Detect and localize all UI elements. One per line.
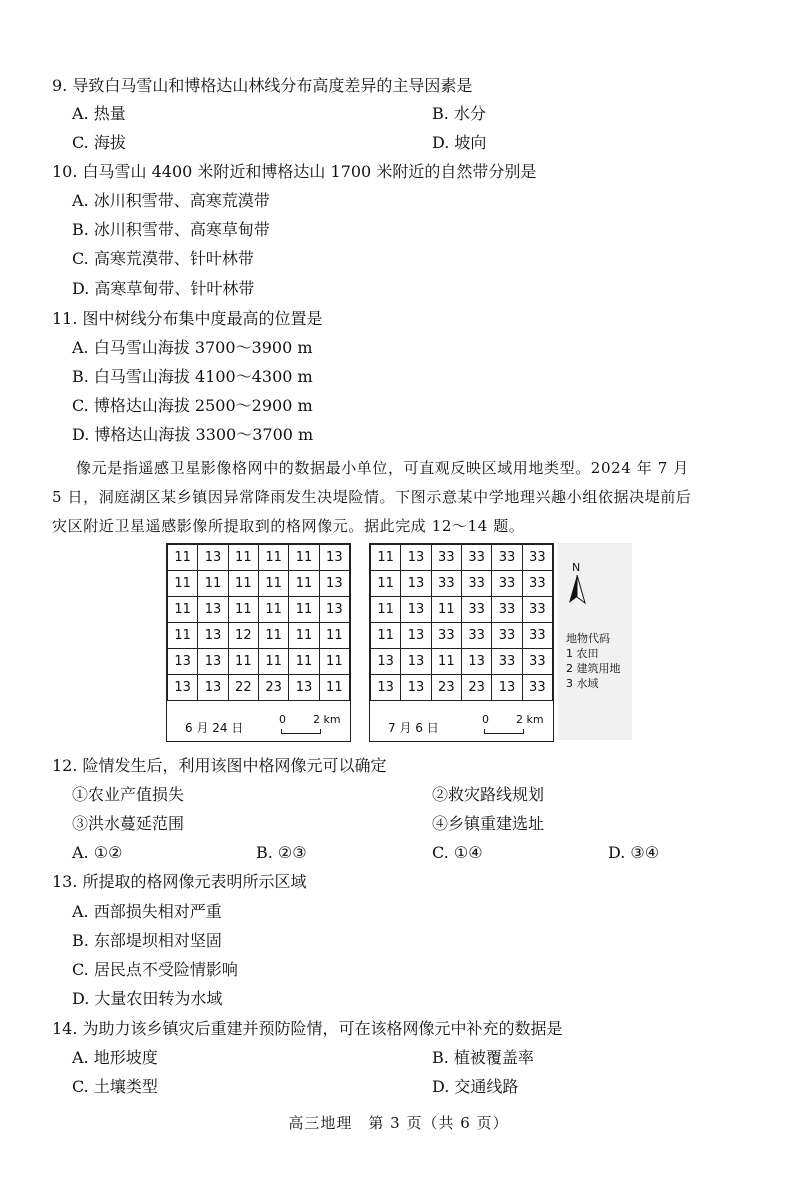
scale-zero-label: 0 (482, 713, 489, 726)
grid-cell: 11 (431, 597, 461, 623)
passage-line-1: 像元是指遥感卫星影像格网中的数据最小单位，可直观反映区域用地类型。2024 年 7 月 (76, 459, 689, 477)
grid-cell: 11 (228, 597, 258, 623)
scale-bar-before (275, 713, 345, 737)
grid-date-before: 6 月 24 日 (185, 721, 244, 735)
grid-cell: 11 (198, 571, 228, 597)
grid-cell: 11 (289, 623, 319, 649)
scale-bar-line (484, 729, 524, 734)
question-9-option-b: B. 水分 (432, 104, 486, 123)
grid-cell: 13 (198, 545, 228, 571)
grid-footer-after (370, 711, 553, 741)
grid-cell: 11 (228, 649, 258, 675)
legend-item-construction: 2 建筑用地 (566, 662, 621, 675)
question-14-option-d: D. 交通线路 (432, 1077, 519, 1096)
grid-cell: 11 (319, 675, 349, 701)
grid-cell: 11 (168, 571, 198, 597)
north-label: N (572, 561, 581, 574)
grid-row (168, 623, 350, 649)
grid-cell: 13 (401, 545, 431, 571)
question-11-option-a: A. 白马雪山海拔 3700～3900 m (72, 338, 313, 357)
grid-cell: 11 (168, 623, 198, 649)
grid-cell: 13 (198, 623, 228, 649)
grid-cell: 33 (461, 545, 491, 571)
scale-bar-line (281, 729, 321, 734)
grid-row (168, 545, 350, 571)
grid-cell: 33 (461, 597, 491, 623)
grid-cell: 33 (522, 545, 552, 571)
grid-cell: 13 (289, 675, 319, 701)
grid-cell: 11 (258, 623, 288, 649)
grid-cell: 33 (461, 623, 491, 649)
question-9-option-a: A. 热量 (72, 104, 126, 123)
grid-date-after: 7 月 6 日 (388, 721, 439, 735)
grid-cell: 11 (371, 623, 401, 649)
grid-cell: 13 (198, 649, 228, 675)
grid-row (371, 649, 553, 675)
question-12-option-c: C. ①④ (432, 843, 483, 862)
grid-cell: 23 (258, 675, 288, 701)
grid-cell: 13 (319, 545, 349, 571)
grid-cell: 13 (401, 597, 431, 623)
grid-cell: 33 (522, 623, 552, 649)
grid-cell: 33 (492, 571, 522, 597)
legend-item-farmland: 1 农田 (566, 647, 599, 660)
pixel-grid-june-24 (166, 543, 351, 742)
grid-cell: 23 (461, 675, 491, 701)
grid-cell: 22 (228, 675, 258, 701)
question-14-option-b: B. 植被覆盖率 (432, 1048, 534, 1067)
question-10-stem: 10. 白马雪山 4400 米附近和博格达山 1700 米附近的自然带分别是 (52, 162, 537, 181)
grid-cell: 13 (401, 623, 431, 649)
question-10-option-c: C. 高寒荒漠带、针叶林带 (72, 249, 254, 268)
grid-cell: 13 (461, 649, 491, 675)
grid-cell: 13 (492, 675, 522, 701)
question-12-option-b: B. ②③ (256, 843, 307, 862)
legend-panel (558, 543, 632, 740)
question-12-stem: 12. 险情发生后，利用该图中格网像元可以确定 (52, 756, 387, 775)
grid-cell: 11 (289, 649, 319, 675)
grid-cell: 33 (431, 545, 461, 571)
land-use-legend (566, 631, 621, 691)
question-14-option-a: A. 地形坡度 (72, 1048, 158, 1067)
grid-cell: 33 (522, 649, 552, 675)
grid-cell: 13 (401, 649, 431, 675)
legend-title: 地物代码 (566, 632, 610, 645)
grid-cell: 13 (198, 675, 228, 701)
grid-cell: 33 (431, 571, 461, 597)
question-11-option-b: B. 白马雪山海拔 4100～4300 m (72, 367, 313, 386)
grid-cell: 11 (258, 545, 288, 571)
question-13-option-a: A. 西部损失相对严重 (72, 902, 222, 921)
question-10-option-d: D. 高寒草甸带、针叶林带 (72, 279, 255, 298)
grid-cell: 33 (492, 545, 522, 571)
question-13-option-c: C. 居民点不受险情影响 (72, 960, 238, 979)
grid-cell: 13 (319, 597, 349, 623)
grid-cell: 11 (228, 545, 258, 571)
scale-zero-label: 0 (279, 713, 286, 726)
grid-cell: 11 (258, 571, 288, 597)
grid-cell: 13 (168, 675, 198, 701)
grid-cell: 11 (228, 571, 258, 597)
question-12-statement-1: ①农业产值损失 (72, 785, 185, 804)
grid-cell: 13 (401, 675, 431, 701)
passage-line-2: 5 日，洞庭湖区某乡镇因异常降雨发生决堤险情。下图示意某中学地理兴趣小组依据决堤前后 (52, 488, 692, 506)
grid-cell: 33 (492, 623, 522, 649)
pixel-grid-july-6 (369, 543, 554, 742)
grid-row (168, 675, 350, 701)
question-13-stem: 13. 所提取的格网像元表明所示区域 (52, 872, 307, 891)
grid-cell: 13 (198, 597, 228, 623)
grid-row (168, 597, 350, 623)
question-14-stem: 14. 为助力该乡镇灾后重建并预防险情，可在该格网像元中补充的数据是 (52, 1019, 563, 1038)
grid-cell: 33 (431, 623, 461, 649)
legend-item-water: 3 水域 (566, 677, 599, 690)
grid-footer-before (167, 711, 350, 741)
north-arrow-icon (566, 573, 588, 613)
scale-bar-after (478, 713, 548, 737)
north-arrow (566, 561, 588, 611)
grid-cell: 11 (319, 623, 349, 649)
question-12-option-a: A. ①② (72, 843, 123, 862)
grid-cell: 11 (289, 597, 319, 623)
grid-cell: 11 (371, 571, 401, 597)
grid-row (168, 649, 350, 675)
grid-row (371, 675, 553, 701)
grid-cell: 23 (431, 675, 461, 701)
grid-cell: 12 (228, 623, 258, 649)
grid-cell: 33 (492, 597, 522, 623)
grid-row (371, 545, 553, 571)
grid-row (168, 571, 350, 597)
grid-cell: 11 (168, 545, 198, 571)
question-11-option-d: D. 博格达山海拔 3300～3700 m (72, 425, 314, 444)
question-9-option-c: C. 海拔 (72, 133, 126, 152)
grid-cell: 11 (319, 649, 349, 675)
grid-cell: 33 (461, 571, 491, 597)
pixel-grid-table-before (167, 544, 350, 701)
question-9-option-d: D. 坡向 (432, 133, 487, 152)
question-14-option-c: C. 土壤类型 (72, 1077, 158, 1096)
scale-distance-label: 2 km (516, 713, 544, 726)
question-12-statement-2: ②救灾路线规划 (432, 785, 545, 804)
question-12-statement-4: ④乡镇重建选址 (432, 814, 545, 833)
question-13-option-b: B. 东部堤坝相对坚固 (72, 931, 222, 950)
grid-cell: 11 (258, 597, 288, 623)
grid-cell: 33 (522, 571, 552, 597)
grid-cell: 13 (401, 571, 431, 597)
question-10-option-b: B. 冰川积雪带、高寒草甸带 (72, 220, 270, 239)
grid-cell: 11 (258, 649, 288, 675)
grid-cell: 13 (168, 649, 198, 675)
grid-cell: 13 (371, 649, 401, 675)
question-13-option-d: D. 大量农田转为水域 (72, 989, 223, 1008)
grid-cell: 11 (289, 545, 319, 571)
grid-cell: 11 (371, 597, 401, 623)
grid-cell: 11 (371, 545, 401, 571)
grid-row (371, 597, 553, 623)
grid-cell: 13 (371, 675, 401, 701)
grid-cell: 33 (522, 597, 552, 623)
question-9-stem: 9. 导致白马雪山和博格达山林线分布高度差异的主导因素是 (52, 76, 473, 95)
grid-cell: 33 (522, 675, 552, 701)
passage-line-3: 灾区附近卫星遥感影像所提取到的格网像元。据此完成 12～14 题。 (52, 517, 525, 535)
grid-cell: 13 (319, 571, 349, 597)
grid-row (371, 623, 553, 649)
grid-row (371, 571, 553, 597)
grid-cell: 11 (431, 649, 461, 675)
grid-cell: 11 (289, 571, 319, 597)
question-11-stem: 11. 图中树线分布集中度最高的位置是 (52, 309, 323, 328)
question-12-statement-3: ③洪水蔓延范围 (72, 814, 185, 833)
pixel-grid-table-after (370, 544, 553, 701)
page-footer: 高三地理 第 3 页（共 6 页） (288, 1114, 509, 1132)
question-10-option-a: A. 冰川积雪带、高寒荒漠带 (72, 191, 270, 210)
scale-distance-label: 2 km (313, 713, 341, 726)
grid-cell: 33 (492, 649, 522, 675)
question-12-option-d: D. ③④ (608, 843, 660, 862)
grid-cell: 11 (168, 597, 198, 623)
question-11-option-c: C. 博格达山海拔 2500～2900 m (72, 396, 313, 415)
